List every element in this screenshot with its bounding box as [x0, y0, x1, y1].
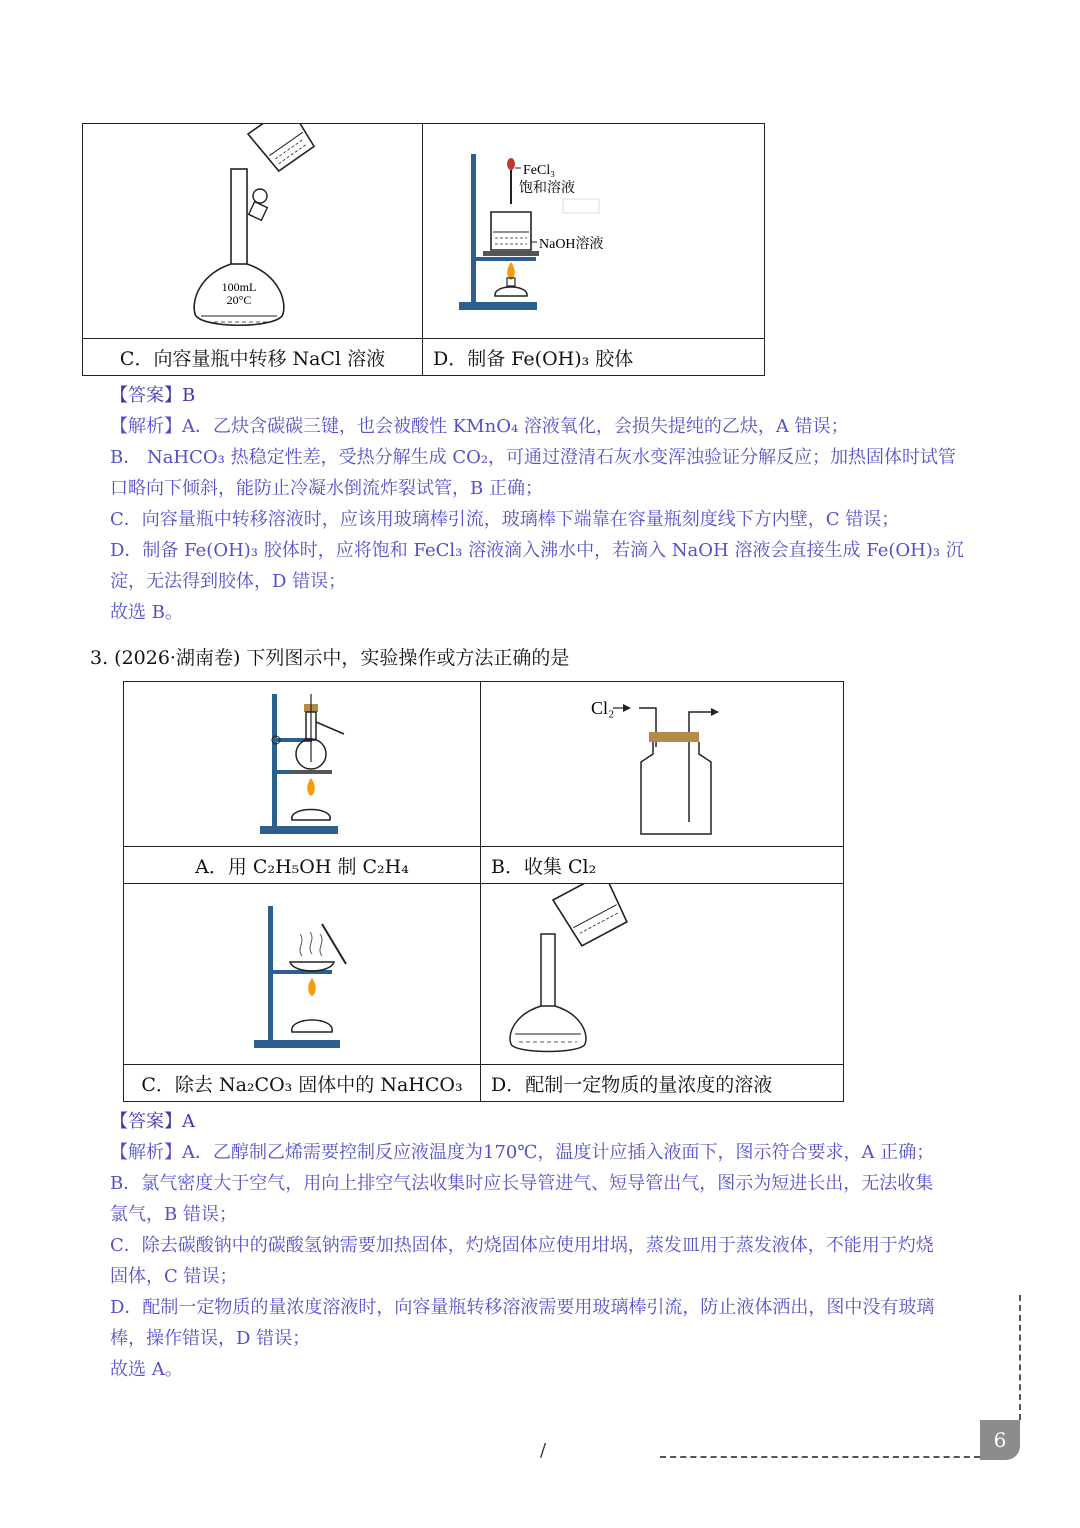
- figure-cell-c: [83, 124, 423, 339]
- footer-dashed-line: [660, 1456, 980, 1458]
- solution-transfer-figure: [481, 884, 843, 1060]
- caption-c: C．向容量瓶中转移 NaCl 溶液: [83, 339, 423, 376]
- page-number: 6: [980, 1420, 1020, 1460]
- figure-cell-a: [124, 682, 481, 847]
- caption-d3: D．配制一定物质的量浓度的溶液: [481, 1065, 844, 1102]
- explanation-1-line-2: B． NaHCO₃ 热稳定性差，受热分解生成 CO₂，可通过澄清石灰水变浑浊验证分解反应；加热固体时试管: [110, 447, 957, 468]
- side-dashed-line: [1019, 1295, 1021, 1420]
- flask-volume-label: 100mL: [221, 280, 257, 294]
- colloid-preparation-figure: [423, 124, 764, 334]
- saturated-solution-label: 饱和溶液: [519, 181, 575, 196]
- question3-table: [123, 681, 844, 1102]
- answer-1: 【答案】B: [110, 385, 196, 406]
- ethanol-dehydration-figure: [124, 682, 480, 842]
- evaporating-dish-figure: [124, 884, 480, 1060]
- explanation-1-line-4: C．向容量瓶中转移溶液时，应该用玻璃棒引流，玻璃棒下端靠在容量瓶刻度线下方内壁，C 错误；: [110, 509, 900, 530]
- question-3-title: 3. (2026·湖南卷) 下列图示中，实验操作或方法正确的是: [90, 647, 570, 669]
- caption-a: A．用 C₂H₅OH 制 C₂H₄: [124, 847, 481, 884]
- explanation-1-line-1: 【解析】A．乙炔含碳碳三键，也会被酸性 KMnO₄ 溶液氧化，会损失提纯的乙炔，A 错误；: [110, 416, 849, 437]
- explanation-3-line-3: 氯气，B 错误；: [110, 1204, 237, 1225]
- answer-3: 【答案】A: [110, 1111, 195, 1132]
- cl2-label: Cl₂: [591, 698, 615, 718]
- caption-d: D．制备 Fe(OH)₃ 胶体: [423, 339, 765, 376]
- chlorine-collection-figure: [481, 682, 843, 842]
- question2-table: [82, 123, 765, 376]
- figure-cell-d: [423, 124, 765, 339]
- footer-slash: /: [540, 1440, 547, 1461]
- explanation-3-line-8: 故选 A。: [110, 1359, 183, 1380]
- explanation-3-line-5: 固体，C 错误；: [110, 1266, 238, 1287]
- caption-c3: C．除去 Na₂CO₃ 固体中的 NaHCO₃: [124, 1065, 481, 1102]
- figure-cell-b: [481, 682, 844, 847]
- explanation-3-line-7: 棒，操作错误，D 错误；: [110, 1328, 311, 1349]
- explanation-3-line-6: D．配制一定物质的量浓度溶液时，向容量瓶转移溶液需要用玻璃棒引流，防止液体洒出，图中没有玻璃: [110, 1297, 935, 1318]
- naoh-solution-label: NaOH溶液: [539, 237, 604, 252]
- flask-temp-label: 20°C: [226, 293, 252, 307]
- explanation-1-line-7: 故选 B。: [110, 602, 183, 623]
- volumetric-flask-pour-figure: [83, 124, 422, 334]
- explanation-1-line-6: 淀，无法得到胶体，D 错误；: [110, 571, 347, 592]
- explanation-3-line-4: C．除去碳酸钠中的碳酸氢钠需要加热固体，灼烧固体应使用坩埚，蒸发皿用于蒸发液体，不能用于灼烧: [110, 1235, 934, 1256]
- fecl3-label: FeCl₃: [523, 163, 556, 178]
- explanation-1-line-5: D．制备 Fe(OH)₃ 胶体时，应将饱和 FeCl₃ 溶液滴入沸水中，若滴入 NaOH 溶液会直接生成 Fe(OH)₃ 沉: [110, 540, 964, 561]
- explanation-3-line-2: B．氯气密度大于空气，用向上排空气法收集时应长导管进气、短导管出气，图示为短进长出，无法收集: [110, 1173, 934, 1194]
- figure-cell-d3: [481, 884, 844, 1065]
- explanation-3-line-1: 【解析】A．乙醇制乙烯需要控制反应液温度为170℃，温度计应插入液面下，图示符合要求，A 正确；: [110, 1142, 935, 1163]
- caption-b: B．收集 Cl₂: [481, 847, 844, 884]
- figure-cell-c3: [124, 884, 481, 1065]
- explanation-1-line-3: 口略向下倾斜，能防止冷凝水倒流炸裂试管，B 正确；: [110, 478, 543, 499]
